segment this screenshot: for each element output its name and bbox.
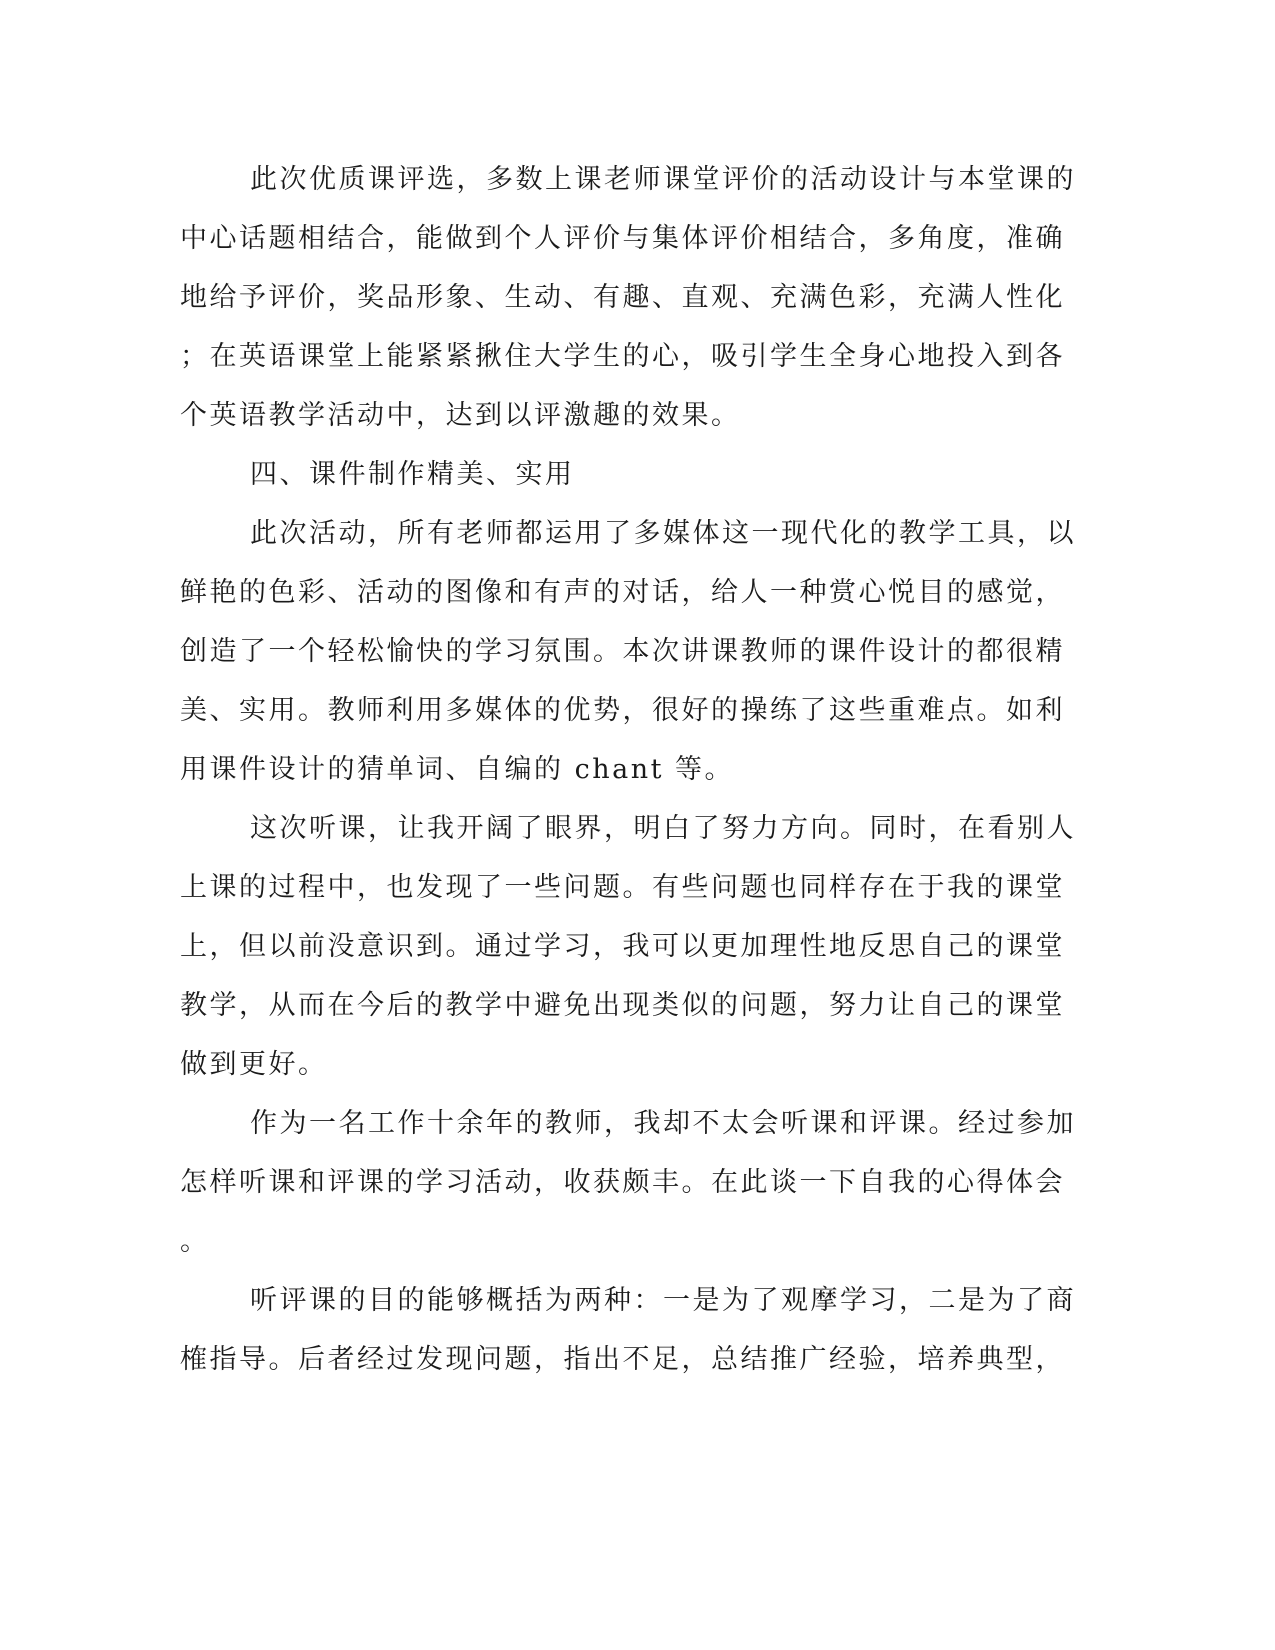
paragraph-line: 做到更好。 [180, 1049, 328, 1080]
paragraph-line: 上，但以前没意识到。通过学习，我可以更加理性地反思自己的课堂 [180, 931, 1065, 962]
paragraph-line: 上课的过程中，也发现了一些问题。有些问题也同样存在于我的课堂 [180, 872, 1065, 903]
paragraph-line: 个英语教学活动中，达到以评激趣的效果。 [180, 400, 741, 431]
paragraph-line: 此次活动，所有老师都运用了多媒体这一现代化的教学工具，以 [250, 518, 1076, 549]
paragraph-line: 教学，从而在今后的教学中避免出现类似的问题，努力让自己的课堂 [180, 990, 1065, 1021]
paragraph-line: 用课件设计的猜单词、自编的 chant 等。 [180, 754, 735, 785]
paragraph-line: 美、实用。教师利用多媒体的优势，很好的操练了这些重难点。如利 [180, 695, 1065, 726]
paragraph-line: 创造了一个轻松愉快的学习氛围。本次讲课教师的课件设计的都很精 [180, 636, 1065, 667]
paragraph-line: 此次优质课评选，多数上课老师课堂评价的活动设计与本堂课的 [250, 164, 1076, 195]
paragraph-line: 地给予评价，奖品形象、生动、有趣、直观、充满色彩，充满人性化 [180, 282, 1065, 313]
paragraph-line: 中心话题相结合，能做到个人评价与集体评价相结合，多角度，准确 [180, 223, 1065, 254]
paragraph-line: 怎样听课和评课的学习活动，收获颇丰。在此谈一下自我的心得体会 [180, 1167, 1065, 1198]
paragraph-line: 。 [180, 1226, 210, 1257]
paragraph-line: ；在英语课堂上能紧紧揪住大学生的心，吸引学生全身心地投入到各 [180, 341, 1065, 372]
paragraph-line: 榷指导。后者经过发现问题，指出不足，总结推广经验，培养典型， [180, 1344, 1065, 1375]
paragraph-line: 听评课的目的能够概括为两种：一是为了观摩学习，二是为了商 [250, 1285, 1076, 1316]
paragraph-line: 这次听课，让我开阔了眼界，明白了努力方向。同时，在看别人 [250, 813, 1076, 844]
paragraph-line: 作为一名工作十余年的教师，我却不太会听课和评课。经过参加 [250, 1108, 1076, 1139]
section-heading: 四、课件制作精美、实用 [250, 459, 575, 490]
paragraph-line: 鲜艳的色彩、活动的图像和有声的对话，给人一种赏心悦目的感觉， [180, 577, 1065, 608]
